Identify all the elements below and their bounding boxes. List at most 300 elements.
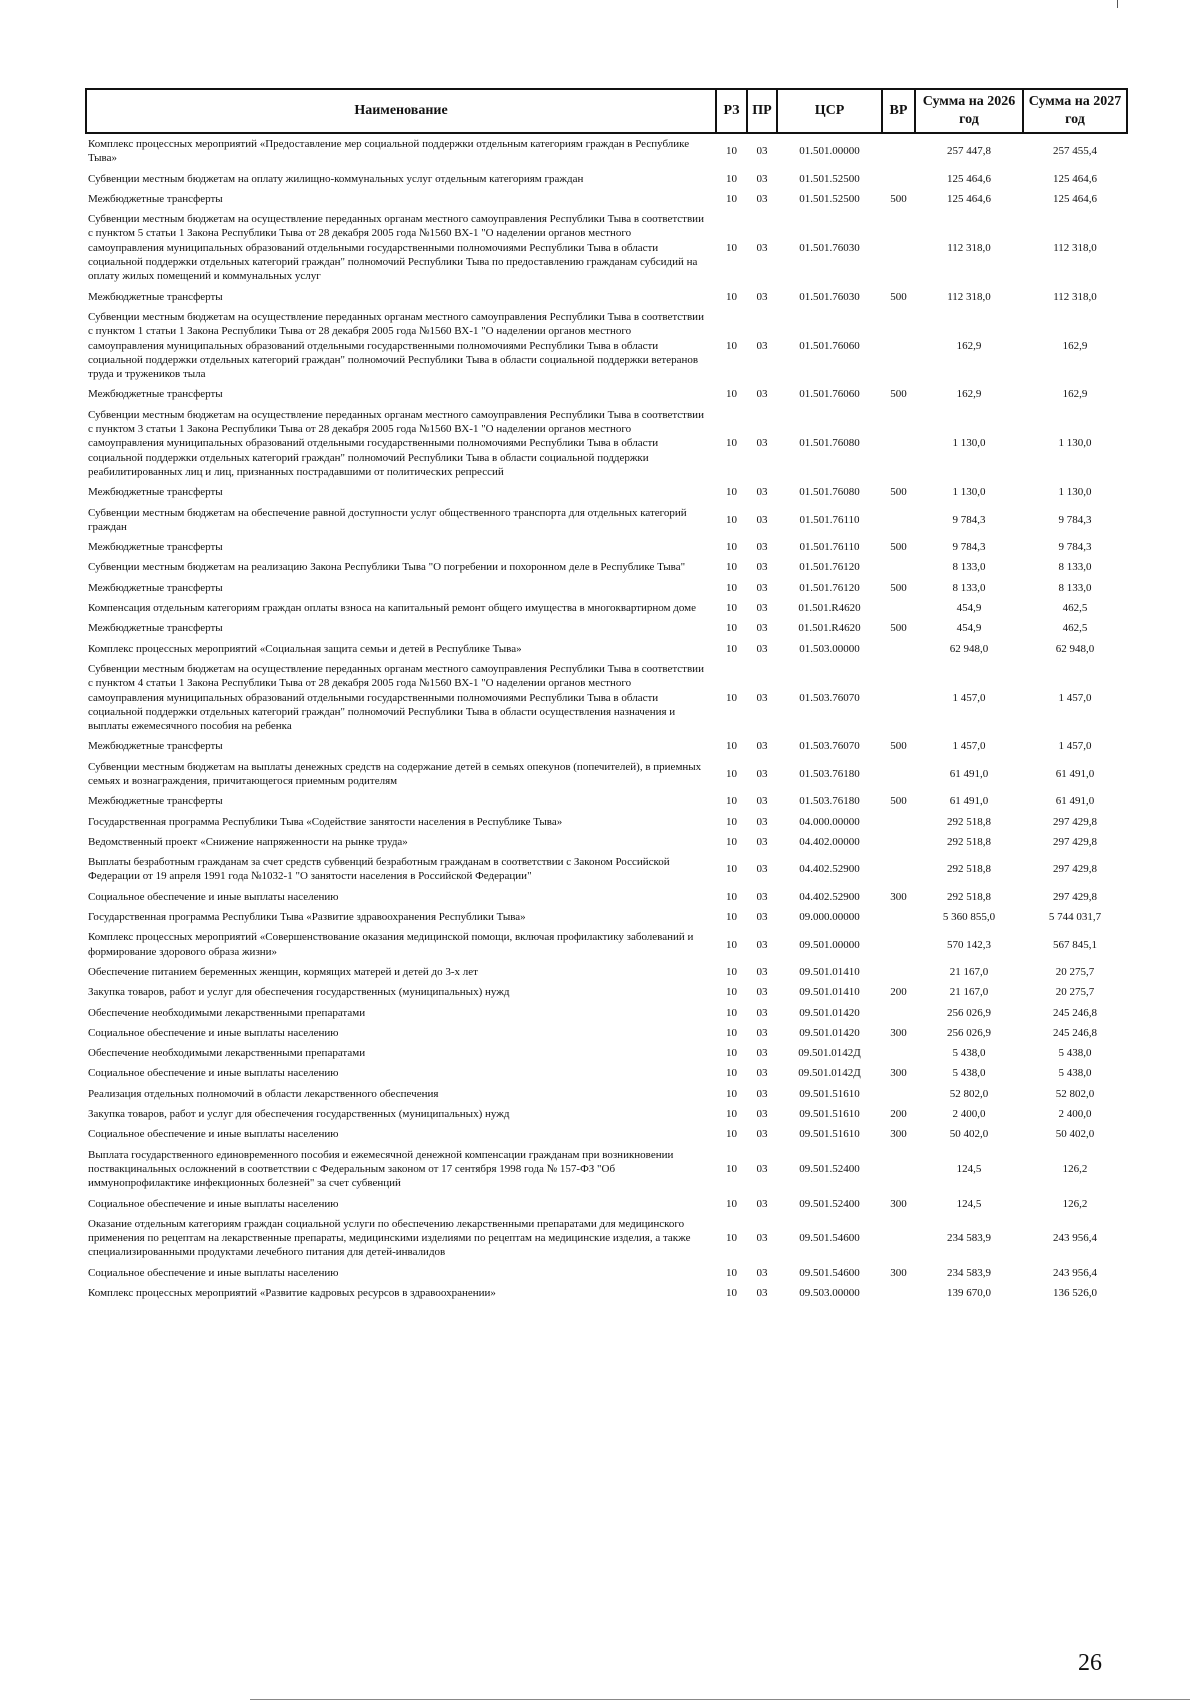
row-pr: 03 — [756, 938, 768, 951]
row-rz: 10 — [726, 1047, 737, 1060]
table-row — [86, 757, 1127, 792]
row-csr: 01.503.00000 — [799, 642, 860, 655]
row-rz: 10 — [726, 561, 737, 574]
row-rz: 10 — [726, 767, 737, 780]
row-rz: 10 — [726, 795, 737, 808]
row-pr: 03 — [756, 986, 768, 999]
table-row — [86, 598, 1127, 618]
table-row — [86, 1063, 1127, 1083]
row-sum-2027: 245 246,8 — [1053, 1026, 1097, 1039]
row-sum-2027: 162,9 — [1062, 339, 1088, 352]
row-name: Субвенции местным бюджетам на обеспечение равной доступности услуг общественного транспорта для отдельных категорий граждан — [88, 506, 687, 533]
row-vr — [882, 659, 915, 736]
table-row — [86, 1194, 1127, 1214]
row-csr: 01.503.76180 — [799, 795, 860, 808]
table-row — [86, 557, 1127, 577]
row-rz: 10 — [726, 241, 737, 254]
table-row — [86, 1145, 1127, 1194]
row-rz: 10 — [726, 835, 737, 848]
row-sum-2027: 297 429,8 — [1053, 890, 1097, 903]
row-csr: 01.501.R4620 — [798, 622, 861, 635]
row-rz: 10 — [726, 1108, 737, 1121]
table-row — [86, 503, 1127, 538]
table-row — [86, 962, 1127, 982]
row-pr: 03 — [756, 740, 768, 753]
row-name: Закупка товаров, работ и услуг для обеспечения государственных (муниципальных) нужд — [88, 986, 510, 999]
row-csr: 01.501.76080 — [799, 437, 860, 450]
row-sum-2026: 256 026,9 — [947, 1026, 991, 1039]
row-vr: 200 — [890, 1108, 907, 1121]
row-pr: 03 — [756, 437, 768, 450]
row-pr: 03 — [756, 602, 768, 615]
table-row — [86, 169, 1127, 189]
row-pr: 03 — [756, 1108, 768, 1121]
row-sum-2027: 462,5 — [1062, 602, 1088, 615]
row-sum-2026: 125 464,6 — [947, 192, 991, 205]
row-pr: 03 — [756, 890, 768, 903]
row-sum-2026: 2 400,0 — [952, 1108, 986, 1121]
row-sum-2027: 5 438,0 — [1058, 1067, 1092, 1080]
row-name: Межбюджетные трансферты — [88, 622, 223, 635]
row-sum-2027: 50 402,0 — [1055, 1128, 1095, 1141]
table-row — [86, 1214, 1127, 1263]
row-csr: 01.501.76120 — [799, 581, 860, 594]
budget-table — [85, 88, 1128, 1303]
header-csr: ЦСР — [777, 89, 882, 133]
row-sum-2027: 243 956,4 — [1053, 1266, 1097, 1279]
row-sum-2027: 297 429,8 — [1053, 863, 1097, 876]
row-sum-2027: 125 464,6 — [1053, 192, 1097, 205]
table-row — [86, 287, 1127, 307]
table-row — [86, 1023, 1127, 1043]
row-csr: 01.501.76110 — [799, 541, 860, 554]
header-rz: РЗ — [716, 89, 747, 133]
row-sum-2027: 126,2 — [1062, 1197, 1088, 1210]
row-sum-2027: 1 130,0 — [1058, 437, 1092, 450]
row-rz: 10 — [726, 1006, 737, 1019]
row-vr: 500 — [890, 541, 907, 554]
header-name: Наименование — [86, 89, 716, 133]
row-name: Комплекс процессных мероприятий «Предоставление мер социальной поддержки отдельным категориям граждан в Республике Тыва» — [88, 138, 690, 165]
row-csr: 09.501.00000 — [799, 938, 860, 951]
table-row — [86, 133, 1127, 169]
row-csr: 04.000.00000 — [799, 815, 860, 828]
row-name: Субвенции местным бюджетам на оплату жилищно-коммунальных услуг отдельным категориям граждан — [88, 172, 584, 185]
header-pr: ПР — [747, 89, 777, 133]
row-name: Межбюджетные трансферты — [88, 795, 223, 808]
row-sum-2027: 1 457,0 — [1058, 691, 1092, 704]
row-name: Комплекс процессных мероприятий «Совершенствование оказания медицинской помощи, включая профилактику заболеваний и формирование здорового образа жизни» — [88, 931, 694, 958]
row-name: Субвенции местным бюджетам на осуществление переданных органам местного самоуправления Республики Тыва в соответствии с пунктом 3 статьи 1 Закона Республики Тыва от 28 декабря 2005 года №1560 ВХ-1 "О наделении органов местного самоуправления муниципальных образований отдельными государственными полномочиями Республики Тыва в области социальной поддержки отдельных категорий граждан" полномочий Республики Тыва в области социальной поддержки реабилитированных лиц и лиц, признанных пострадавшими от политических репрессий — [88, 408, 704, 478]
row-vr — [882, 307, 915, 384]
row-sum-2026: 257 447,8 — [947, 145, 991, 158]
row-pr: 03 — [756, 241, 768, 254]
table-row — [86, 887, 1127, 907]
row-sum-2027: 61 491,0 — [1055, 795, 1095, 808]
row-sum-2027: 136 526,0 — [1053, 1287, 1097, 1299]
table-row — [86, 1084, 1127, 1104]
row-rz: 10 — [726, 1287, 737, 1299]
row-pr: 03 — [756, 1026, 768, 1039]
row-pr: 03 — [756, 339, 768, 352]
row-vr: 300 — [890, 1266, 907, 1279]
row-csr: 09.000.00000 — [799, 911, 860, 924]
row-sum-2027: 112 318,0 — [1053, 241, 1097, 254]
row-sum-2026: 256 026,9 — [947, 1006, 991, 1019]
row-rz: 10 — [726, 1087, 737, 1100]
row-vr: 500 — [890, 388, 907, 401]
table-row — [86, 982, 1127, 1002]
row-sum-2026: 162,9 — [956, 388, 982, 401]
header-sum-2027: Сумма на 2027 год — [1023, 89, 1127, 133]
row-vr — [882, 812, 915, 832]
row-name: Межбюджетные трансферты — [88, 388, 223, 401]
row-sum-2026: 50 402,0 — [949, 1128, 989, 1141]
row-name: Комплекс процессных мероприятий «Социальная защита семьи и детей в Республике Тыва» — [88, 642, 522, 655]
row-csr: 04.402.52900 — [799, 863, 860, 876]
row-pr: 03 — [756, 290, 768, 303]
row-csr: 01.503.76070 — [799, 691, 860, 704]
row-name: Реализация отдельных полномочий в области лекарственного обеспечения — [88, 1087, 439, 1100]
row-rz: 10 — [726, 1162, 737, 1175]
row-vr: 500 — [890, 740, 907, 753]
row-name: Закупка товаров, работ и услуг для обеспечения государственных (муниципальных) нужд — [88, 1108, 510, 1121]
row-sum-2026: 112 318,0 — [947, 290, 991, 303]
row-pr: 03 — [756, 388, 768, 401]
row-sum-2026: 112 318,0 — [947, 241, 991, 254]
row-vr — [882, 503, 915, 538]
row-sum-2026: 8 133,0 — [952, 581, 986, 594]
row-name: Комплекс процессных мероприятий «Развитие кадровых ресурсов в здравоохранении» — [88, 1287, 496, 1299]
table-row — [86, 1124, 1127, 1144]
row-pr: 03 — [756, 863, 768, 876]
row-sum-2027: 567 845,1 — [1053, 938, 1097, 951]
row-sum-2027: 2 400,0 — [1058, 1108, 1092, 1121]
row-csr: 01.501.76080 — [799, 486, 860, 499]
corner-mark — [1117, 0, 1118, 8]
row-vr — [882, 962, 915, 982]
table-row — [86, 1283, 1127, 1303]
row-sum-2027: 20 275,7 — [1055, 986, 1095, 999]
row-vr — [882, 1003, 915, 1023]
row-csr: 09.501.52400 — [799, 1197, 860, 1210]
row-pr: 03 — [756, 486, 768, 499]
row-csr: 01.501.R4620 — [798, 602, 861, 615]
table-row — [86, 1043, 1127, 1063]
row-csr: 09.501.51610 — [799, 1108, 860, 1121]
row-pr: 03 — [756, 1197, 768, 1210]
row-name: Социальное обеспечение и иные выплаты населению — [88, 1128, 339, 1141]
row-sum-2026: 124,5 — [956, 1162, 982, 1175]
row-sum-2027: 462,5 — [1062, 622, 1088, 635]
row-vr — [882, 907, 915, 927]
row-sum-2027: 8 133,0 — [1058, 581, 1092, 594]
row-vr: 500 — [890, 192, 907, 205]
row-csr: 04.402.52900 — [799, 890, 860, 903]
row-sum-2026: 8 133,0 — [952, 561, 986, 574]
row-pr: 03 — [756, 172, 768, 185]
row-vr: 500 — [890, 290, 907, 303]
row-sum-2026: 9 784,3 — [952, 513, 986, 526]
row-sum-2026: 61 491,0 — [949, 795, 989, 808]
row-pr: 03 — [756, 1047, 768, 1060]
row-name: Субвенции местным бюджетам на осуществление переданных органам местного самоуправления Республики Тыва в соответствии с пунктом 4 статьи 1 Закона Республики Тыва от 28 декабря 2005 года №1560 ВХ-1 "О наделении органов местного самоуправления муниципальных образований отдельными государственными полномочиями Республики Тыва в области социальной поддержки отдельных категорий граждан" полномочий Республики Тыва в области осуществления назначения и выплаты ежемесячного пособия на ребенка — [88, 662, 704, 733]
row-sum-2026: 52 802,0 — [949, 1087, 989, 1100]
row-vr — [882, 757, 915, 792]
table-row — [86, 852, 1127, 887]
row-rz: 10 — [726, 965, 737, 978]
row-pr: 03 — [756, 622, 768, 635]
row-vr — [882, 927, 915, 962]
row-vr — [882, 1145, 915, 1194]
row-name: Социальное обеспечение и иные выплаты населению — [88, 890, 339, 903]
row-vr: 500 — [890, 581, 907, 594]
row-sum-2026: 5 438,0 — [952, 1067, 986, 1080]
row-rz: 10 — [726, 290, 737, 303]
row-pr: 03 — [756, 192, 768, 205]
row-pr: 03 — [756, 815, 768, 828]
table-row — [86, 1104, 1127, 1124]
table-row — [86, 618, 1127, 638]
row-name: Межбюджетные трансферты — [88, 581, 223, 594]
row-sum-2026: 9 784,3 — [952, 541, 986, 554]
row-vr — [882, 598, 915, 618]
row-sum-2026: 139 670,0 — [947, 1287, 991, 1299]
table-row — [86, 791, 1127, 811]
row-rz: 10 — [726, 622, 737, 635]
row-rz: 10 — [726, 1232, 737, 1245]
row-csr: 01.501.52500 — [799, 192, 860, 205]
row-pr: 03 — [756, 1067, 768, 1080]
row-pr: 03 — [756, 1006, 768, 1019]
row-vr — [882, 209, 915, 286]
row-vr — [882, 1283, 915, 1303]
row-vr — [882, 852, 915, 887]
row-sum-2027: 297 429,8 — [1053, 815, 1097, 828]
row-pr: 03 — [756, 145, 768, 158]
row-sum-2026: 125 464,6 — [947, 172, 991, 185]
row-pr: 03 — [756, 767, 768, 780]
row-csr: 01.501.76110 — [799, 513, 860, 526]
row-sum-2026: 162,9 — [956, 339, 982, 352]
row-name: Социальное обеспечение и иные выплаты населению — [88, 1266, 339, 1279]
row-sum-2026: 61 491,0 — [949, 767, 989, 780]
row-rz: 10 — [726, 145, 737, 158]
row-vr — [882, 639, 915, 659]
row-name: Государственная программа Республики Тыва «Развитие здравоохранения Республики Тыва» — [88, 911, 526, 924]
row-sum-2027: 257 455,4 — [1053, 145, 1097, 158]
row-sum-2027: 125 464,6 — [1053, 172, 1097, 185]
row-name: Социальное обеспечение и иные выплаты населению — [88, 1026, 339, 1039]
table-row — [86, 578, 1127, 598]
row-csr: 01.501.76030 — [799, 241, 860, 254]
row-rz: 10 — [726, 513, 737, 526]
table-row — [86, 1263, 1127, 1283]
row-sum-2027: 9 784,3 — [1058, 513, 1092, 526]
row-pr: 03 — [756, 965, 768, 978]
row-vr: 200 — [890, 986, 907, 999]
row-rz: 10 — [726, 339, 737, 352]
row-rz: 10 — [726, 740, 737, 753]
header-vr: ВР — [882, 89, 915, 133]
row-sum-2027: 126,2 — [1062, 1162, 1088, 1175]
row-vr: 500 — [890, 795, 907, 808]
table-row — [86, 659, 1127, 736]
table-row — [86, 927, 1127, 962]
row-csr: 01.501.76030 — [799, 290, 860, 303]
row-csr: 01.503.76070 — [799, 740, 860, 753]
row-sum-2026: 570 142,3 — [947, 938, 991, 951]
row-pr: 03 — [756, 691, 768, 704]
row-rz: 10 — [726, 192, 737, 205]
row-vr: 500 — [890, 486, 907, 499]
row-name: Межбюджетные трансферты — [88, 541, 223, 554]
row-sum-2027: 1 457,0 — [1058, 740, 1092, 753]
row-pr: 03 — [756, 1162, 768, 1175]
row-vr: 300 — [890, 1128, 907, 1141]
row-pr: 03 — [756, 1232, 768, 1245]
row-vr — [882, 1043, 915, 1063]
row-name: Выплата государственного единовременного пособия и ежемесячной денежной компенсации гражданам при возникновении поствакцинальных осложнений в соответствии с Федеральным законом от 17 сентября 1998 года № 157-ФЗ "Об иммунопрофилактике инфекционных болезней" за счет субвенций — [88, 1148, 674, 1190]
row-sum-2026: 292 518,8 — [947, 815, 991, 828]
row-sum-2027: 5 438,0 — [1058, 1047, 1092, 1060]
row-rz: 10 — [726, 691, 737, 704]
row-csr: 09.503.00000 — [799, 1287, 860, 1299]
table-row — [86, 1003, 1127, 1023]
table-row — [86, 189, 1127, 209]
row-sum-2027: 5 744 031,7 — [1048, 911, 1102, 924]
row-sum-2027: 245 246,8 — [1053, 1006, 1097, 1019]
row-rz: 10 — [726, 863, 737, 876]
row-vr — [882, 169, 915, 189]
row-vr — [882, 832, 915, 852]
row-vr — [882, 405, 915, 482]
row-csr: 01.501.76060 — [799, 339, 860, 352]
row-pr: 03 — [756, 1266, 768, 1279]
table-body — [86, 133, 1127, 1303]
row-pr: 03 — [756, 1087, 768, 1100]
row-sum-2026: 5 438,0 — [952, 1047, 986, 1060]
header-sum-2026: Сумма на 2026 год — [915, 89, 1023, 133]
row-csr: 09.501.0142Д — [798, 1067, 861, 1080]
row-csr: 09.501.52400 — [799, 1162, 860, 1175]
row-csr: 01.501.76060 — [799, 388, 860, 401]
row-vr: 300 — [890, 1026, 907, 1039]
row-name: Ведомственный проект «Снижение напряженности на рынке труда» — [88, 835, 408, 848]
row-rz: 10 — [726, 642, 737, 655]
row-csr: 09.501.54600 — [799, 1232, 860, 1245]
row-csr: 09.501.01410 — [799, 965, 860, 978]
row-pr: 03 — [756, 642, 768, 655]
row-sum-2026: 292 518,8 — [947, 835, 991, 848]
row-sum-2026: 234 583,9 — [947, 1266, 991, 1279]
row-pr: 03 — [756, 835, 768, 848]
row-csr: 09.501.51610 — [799, 1087, 860, 1100]
row-rz: 10 — [726, 1128, 737, 1141]
row-sum-2027: 62 948,0 — [1055, 642, 1095, 655]
row-csr: 04.402.00000 — [799, 835, 860, 848]
row-name: Оказание отдельным категориям граждан социальной услуги по обеспечению лекарственными препаратами для медицинского применения по рецептам на лекарственные препараты, медицинскими изделиями по рецептам на медицинские изделия, а также специализированными продуктами лечебного питания для детей-инвалидов — [88, 1217, 691, 1259]
row-sum-2027: 1 130,0 — [1058, 486, 1092, 499]
row-sum-2027: 8 133,0 — [1058, 561, 1092, 574]
row-rz: 10 — [726, 938, 737, 951]
row-csr: 09.501.51610 — [799, 1128, 860, 1141]
row-sum-2026: 21 167,0 — [949, 965, 989, 978]
row-sum-2026: 292 518,8 — [947, 890, 991, 903]
row-rz: 10 — [726, 541, 737, 554]
row-rz: 10 — [726, 437, 737, 450]
row-rz: 10 — [726, 911, 737, 924]
row-vr: 500 — [890, 622, 907, 635]
row-rz: 10 — [726, 890, 737, 903]
row-sum-2026: 1 130,0 — [952, 486, 986, 499]
row-csr: 09.501.0142Д — [798, 1047, 861, 1060]
row-vr — [882, 1084, 915, 1104]
row-sum-2027: 20 275,7 — [1055, 965, 1095, 978]
row-pr: 03 — [756, 795, 768, 808]
row-rz: 10 — [726, 1067, 737, 1080]
row-sum-2027: 243 956,4 — [1053, 1232, 1097, 1245]
row-pr: 03 — [756, 1287, 768, 1299]
table-row — [86, 482, 1127, 502]
row-rz: 10 — [726, 1266, 737, 1279]
row-name: Субвенции местным бюджетам на реализацию Закона Республики Тыва "О погребении и похоронном деле в Республике Тыва" — [88, 561, 686, 574]
row-sum-2026: 1 457,0 — [952, 740, 986, 753]
bottom-rule — [250, 1699, 1190, 1700]
row-vr — [882, 1214, 915, 1263]
table-row — [86, 639, 1127, 659]
table-row — [86, 209, 1127, 286]
table-header — [86, 89, 1127, 133]
row-sum-2026: 234 583,9 — [947, 1232, 991, 1245]
row-name: Выплаты безработным гражданам за счет средств субвенций безработным гражданам в соответствии с Законом Российской Федерации от 19 апреля 1991 года №1032-1 "О занятости населения в Российской Федерации" — [88, 856, 670, 883]
row-vr — [882, 557, 915, 577]
row-csr: 01.501.52500 — [799, 172, 860, 185]
row-sum-2026: 21 167,0 — [949, 986, 989, 999]
row-sum-2026: 454,9 — [956, 602, 982, 615]
row-name: Межбюджетные трансферты — [88, 192, 223, 205]
row-sum-2027: 52 802,0 — [1055, 1087, 1095, 1100]
table-row — [86, 537, 1127, 557]
row-sum-2027: 9 784,3 — [1058, 541, 1092, 554]
row-sum-2027: 162,9 — [1062, 388, 1088, 401]
row-pr: 03 — [756, 561, 768, 574]
row-name: Субвенции местным бюджетам на осуществление переданных органам местного самоуправления Республики Тыва в соответствии с пунктом 1 статьи 1 Закона Республики Тыва от 28 декабря 2005 года №1560 ВХ-1 "О наделении органов местного самоуправления муниципальных образований отдельными государственными полномочиями Республики Тыва в области социальной поддержки отдельных категорий граждан" полномочий Республики Тыва в области социальной поддержки ветеранов труда и тружеников тыла — [88, 310, 704, 381]
row-vr — [882, 133, 915, 169]
row-sum-2026: 124,5 — [956, 1197, 982, 1210]
row-csr: 09.501.01420 — [799, 1026, 860, 1039]
row-sum-2026: 454,9 — [956, 622, 982, 635]
row-rz: 10 — [726, 172, 737, 185]
row-name: Обеспечение необходимыми лекарственными препаратами — [88, 1006, 366, 1019]
row-pr: 03 — [756, 513, 768, 526]
table-row — [86, 405, 1127, 482]
row-rz: 10 — [726, 986, 737, 999]
row-name: Субвенции местным бюджетам на осуществление переданных органам местного самоуправления Республики Тыва в соответствии с пунктом 5 статьи 1 Закона Республики Тыва от 28 декабря 2005 года №1560 ВХ-1 "О наделении органов местного самоуправления муниципальных образований отдельными государственными полномочиями Республики Тыва в области социальной поддержки отдельных категорий граждан" полномочий Республики Тыва по предоставлению гражданам субсидий на оплату жилых помещений и коммунальных услуг — [88, 213, 704, 283]
row-name: Компенсация отдельным категориям граждан оплаты взноса на капитальный ремонт общего имущества в многоквартирном доме — [88, 602, 696, 615]
table-row — [86, 812, 1127, 832]
row-sum-2027: 112 318,0 — [1053, 290, 1097, 303]
row-rz: 10 — [726, 388, 737, 401]
table-row — [86, 736, 1127, 756]
row-sum-2027: 61 491,0 — [1055, 767, 1095, 780]
row-name: Социальное обеспечение и иные выплаты населению — [88, 1197, 339, 1210]
row-rz: 10 — [726, 581, 737, 594]
row-rz: 10 — [726, 1197, 737, 1210]
row-sum-2026: 292 518,8 — [947, 863, 991, 876]
row-sum-2026: 5 360 855,0 — [942, 911, 996, 924]
row-csr: 09.501.01410 — [799, 986, 860, 999]
